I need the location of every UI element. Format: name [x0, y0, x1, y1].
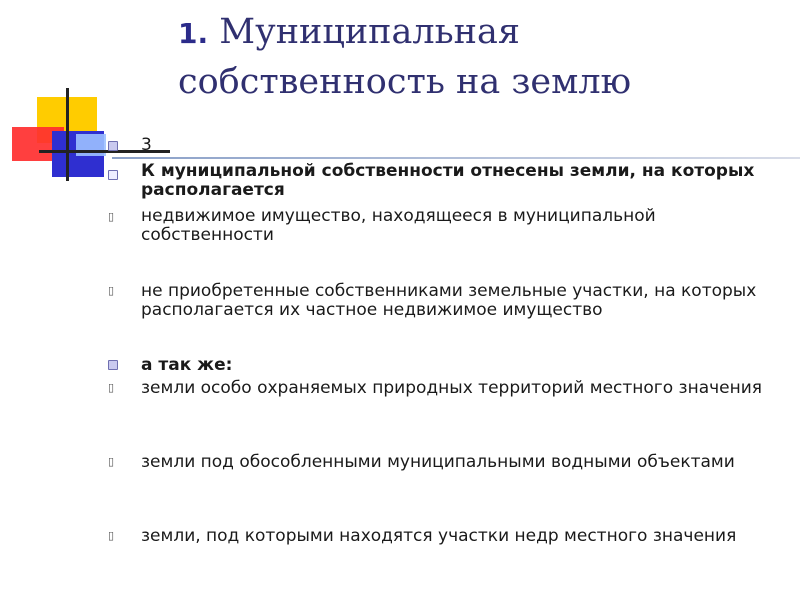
list-item: не приобретенные собственниками земельные участки, на которых располагается их частное недвижимое имущество [141, 281, 757, 320]
bullet-icon: ▯ [108, 529, 115, 542]
list-item-number: 3 [141, 135, 152, 155]
bullet-icon: ▯ [108, 210, 115, 223]
list-item-also: а так же: [141, 355, 233, 375]
square-bullet-icon [108, 360, 118, 370]
list-item: земли, под которыми находятся участки недр местного значения [141, 526, 737, 546]
title-line-1: Муниципальная [219, 12, 520, 52]
decor-vertical-line [66, 88, 69, 181]
bullet-icon: ▯ [108, 381, 115, 394]
bullet-icon: ▯ [108, 284, 115, 297]
square-bullet-icon [108, 141, 118, 151]
list-item: земли под обособленными муниципальными водными объектами [141, 452, 735, 472]
slide-title [178, 8, 778, 106]
square-bullet-icon [108, 170, 118, 180]
list-item: недвижимое имущество, находящееся в муниципальной собственности [141, 206, 656, 245]
title-number: 1. [178, 17, 209, 50]
list-item-intro: К муниципальной собственности отнесены земли, на которых располагается [141, 161, 755, 200]
title-line-2: собственность на землю [178, 62, 632, 102]
bullet-icon: ▯ [108, 455, 115, 468]
title-underline [112, 157, 800, 159]
list-item: земли особо охраняемых природных территорий местного значения [141, 378, 762, 398]
